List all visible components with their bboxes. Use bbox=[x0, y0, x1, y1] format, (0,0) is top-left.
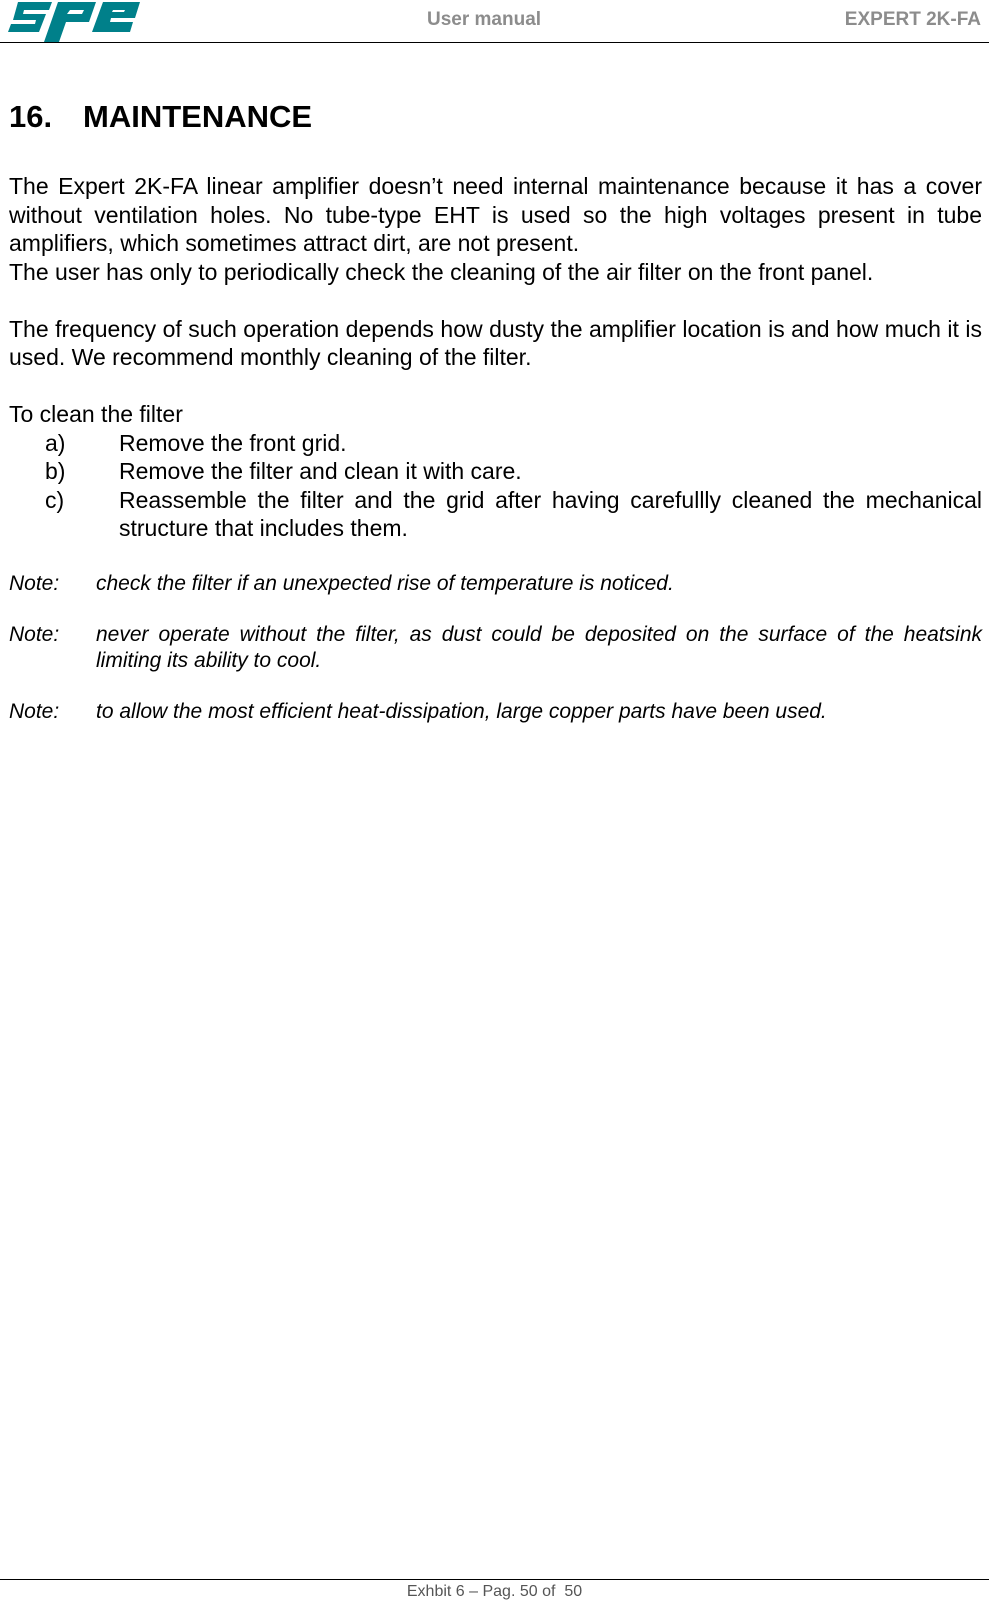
header-divider bbox=[0, 42, 989, 43]
step-letter: b) bbox=[45, 458, 66, 484]
step-letter: c) bbox=[45, 486, 65, 513]
section-number: 16. bbox=[9, 99, 53, 134]
note-text: never operate without the filter, as dust could be deposited on the surface of the heatsink limiting its ability to cool. bbox=[96, 622, 982, 672]
note-text: to allow the most efficient heat-dissipation, large copper parts have been used. bbox=[96, 699, 827, 723]
note-label: Note: bbox=[9, 571, 60, 595]
page-header bbox=[0, 0, 989, 44]
step-text: Remove the front grid. bbox=[119, 429, 347, 456]
cleaning-steps-list bbox=[9, 429, 982, 543]
note-label: Note: bbox=[9, 622, 60, 646]
header-document-title: User manual bbox=[427, 9, 542, 30]
page-footer: Exhbit 6 – Pag. 50 of 50 bbox=[406, 1583, 583, 1600]
note-text: check the filter if an unexpected rise of temperature is noticed. bbox=[96, 571, 674, 595]
footer-divider bbox=[0, 1579, 989, 1580]
list-item bbox=[9, 457, 982, 486]
list-item bbox=[9, 486, 982, 543]
note-item bbox=[9, 622, 982, 674]
note-label: Note: bbox=[9, 699, 60, 723]
intro-paragraph: The Expert 2K-FA linear amplifier doesn’t need internal maintenance because it has a cover without ventilation holes. No tube-type EHT is used so the high voltages present in tube amplifiers, which sometimes attract dirt, are not present. bbox=[9, 173, 982, 256]
page-content bbox=[9, 100, 982, 750]
step-text: Remove the filter and clean it with care. bbox=[119, 458, 522, 484]
step-text: Reassemble the filter and the grid after having carefullly cleaned the mechanical structure that includes them. bbox=[119, 486, 982, 541]
section-title: MAINTENANCE bbox=[83, 99, 313, 134]
spe-logo bbox=[8, 2, 140, 42]
section-heading bbox=[9, 100, 982, 134]
clean-filter-heading: To clean the filter bbox=[9, 401, 183, 427]
list-item bbox=[9, 429, 982, 458]
header-product-name: EXPERT 2K-FA bbox=[844, 9, 981, 30]
frequency-paragraph: The frequency of such operation depends how dusty the amplifier location is and how much it is used. We recommend monthly cleaning of the filter. bbox=[9, 315, 982, 370]
notes-section bbox=[9, 571, 982, 725]
note-item bbox=[9, 699, 982, 725]
note-item bbox=[9, 571, 982, 597]
step-letter: a) bbox=[45, 429, 66, 456]
filter-check-paragraph: The user has only to periodically check the cleaning of the air filter on the front panel. bbox=[9, 258, 874, 285]
